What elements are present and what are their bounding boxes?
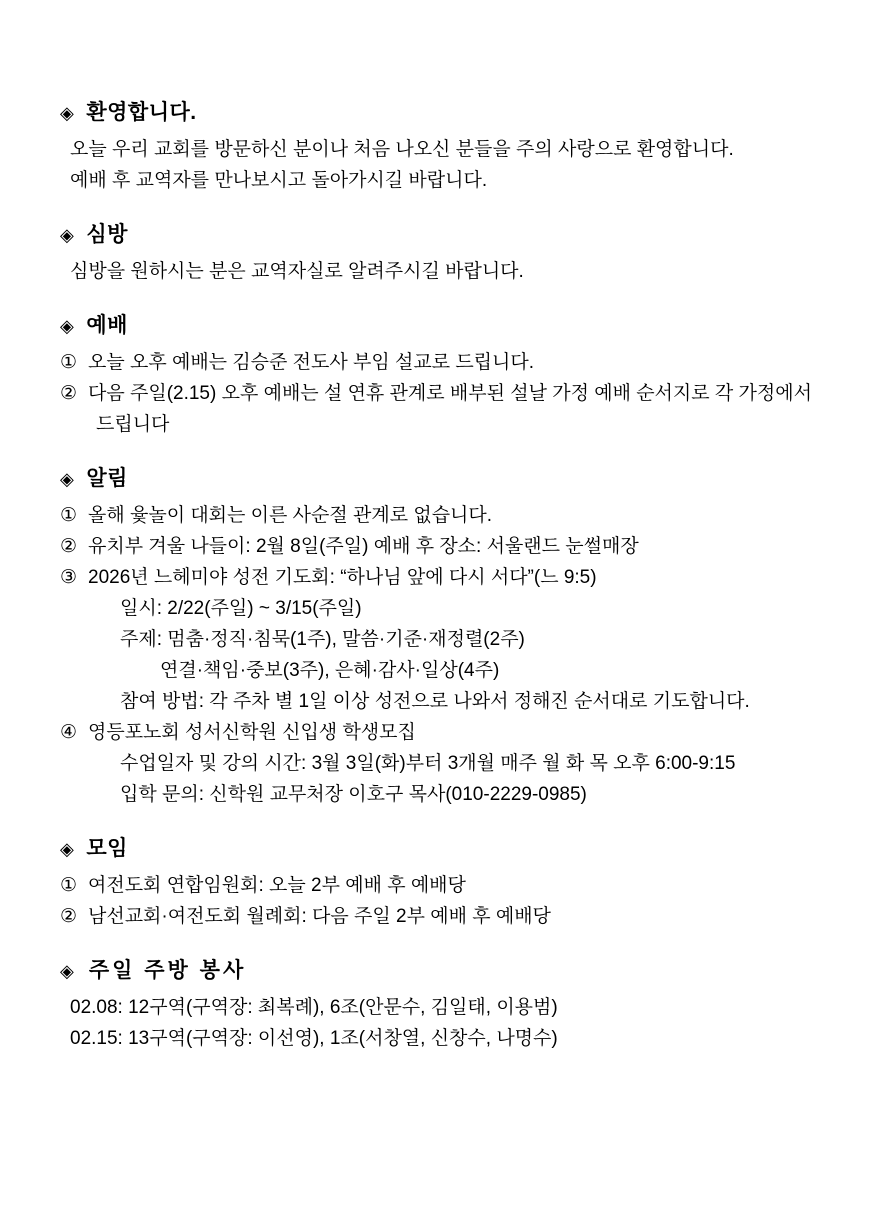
section-kitchen-service (60, 954, 827, 1054)
sub-line: 입학 문의: 신학원 교무처장 이호구 목사(010-2229-0985) (120, 784, 587, 805)
list-item-text: 유치부 겨울 나들이: 2월 8일(주일) 예배 후 장소: 서울랜드 눈썰매장 (88, 536, 639, 557)
list-item-text: 2026년 느헤미야 성전 기도회: “하나님 앞에 다시 서다”(느 9:5) (88, 567, 597, 588)
section-title: 모임 (86, 837, 128, 860)
section-visitation (60, 218, 827, 287)
list-marker: ④ (60, 722, 78, 743)
section-worship (60, 309, 827, 440)
list-item-text: 올해 윷놀이 대회는 이른 사순절 관계로 없습니다. (88, 505, 493, 526)
sub-line: 참여 방법: 각 주차 별 1일 이상 성전으로 나와서 정해진 순서대로 기도합니다. (120, 691, 750, 712)
list-marker: ③ (60, 567, 78, 588)
list-item (60, 870, 827, 901)
section-heading (60, 832, 827, 862)
body-line: 심방을 원하시는 분은 교역자실로 알려주시길 바랍니다. (70, 261, 524, 282)
list-item-text: 영등포노회 성서신학원 신입생 학생모집 (88, 722, 416, 743)
sub-line: 주제: 멈춤·정직·침묵(1주), 말씀·기준·재정렬(2주) (120, 629, 525, 650)
section-title: 주일 주방 봉사 (88, 959, 247, 982)
diamond-bullet-icon: ◈ (60, 316, 75, 336)
section-meeting (60, 832, 827, 932)
list-marker: ① (60, 352, 78, 373)
diamond-bullet-icon: ◈ (60, 225, 75, 245)
list-item-text: 남선교회·여전도회 월례회: 다음 주일 2부 예배 후 예배당 (88, 906, 551, 927)
section-heading (60, 96, 827, 126)
body-line: 오늘 우리 교회를 방문하신 분이나 처음 나오신 분들을 주의 사랑으로 환영합니다. (70, 139, 734, 160)
sub-line: 연결·책임·중보(3주), 은혜·감사·일상(4주) (160, 660, 500, 681)
section-welcome (60, 96, 827, 196)
list-item (60, 901, 827, 932)
list-item (60, 717, 827, 748)
list-item (60, 378, 827, 440)
list-item (60, 500, 827, 531)
section-title: 심방 (86, 223, 128, 246)
section-heading (60, 462, 827, 492)
diamond-bullet-icon: ◈ (60, 469, 75, 489)
list-marker: ② (60, 906, 78, 927)
section-title: 환영합니다. (86, 101, 197, 124)
list-marker: ② (60, 383, 78, 404)
list-marker: ① (60, 875, 78, 896)
list-item (60, 562, 827, 593)
section-notice (60, 462, 827, 810)
list-marker: ① (60, 505, 78, 526)
sub-line: 일시: 2/22(주일) ~ 3/15(주일) (120, 598, 362, 619)
diamond-bullet-icon: ◈ (60, 839, 75, 859)
diamond-bullet-icon: ◈ (60, 961, 77, 981)
body-line: 예배 후 교역자를 만나보시고 돌아가시길 바랍니다. (70, 170, 488, 191)
section-title: 알림 (86, 467, 128, 490)
section-heading (60, 954, 827, 984)
body-line: 02.08: 12구역(구역장: 최복례), 6조(안문수, 김일태, 이용범) (70, 997, 558, 1018)
list-item-text: 오늘 오후 예배는 김승준 전도사 부임 설교로 드립니다. (88, 352, 535, 373)
list-item (60, 531, 827, 562)
sub-line: 수업일자 및 강의 시간: 3월 3일(화)부터 3개월 매주 월 화 목 오후 6:00-9:15 (120, 753, 736, 774)
list-item-text: 다음 주일(2.15) 오후 예배는 설 연휴 관계로 배부된 설날 가정 예배 순서지로 각 가정에서 드립니다 (88, 383, 812, 435)
list-marker: ② (60, 536, 78, 557)
diamond-bullet-icon: ◈ (60, 103, 75, 123)
section-heading (60, 309, 827, 339)
section-title: 예배 (86, 314, 128, 337)
list-item-text: 여전도회 연합임원회: 오늘 2부 예배 후 예배당 (88, 875, 466, 896)
body-line: 02.15: 13구역(구역장: 이선영), 1조(서창열, 신창수, 나명수) (70, 1028, 558, 1049)
list-item (60, 347, 827, 378)
section-heading (60, 218, 827, 248)
